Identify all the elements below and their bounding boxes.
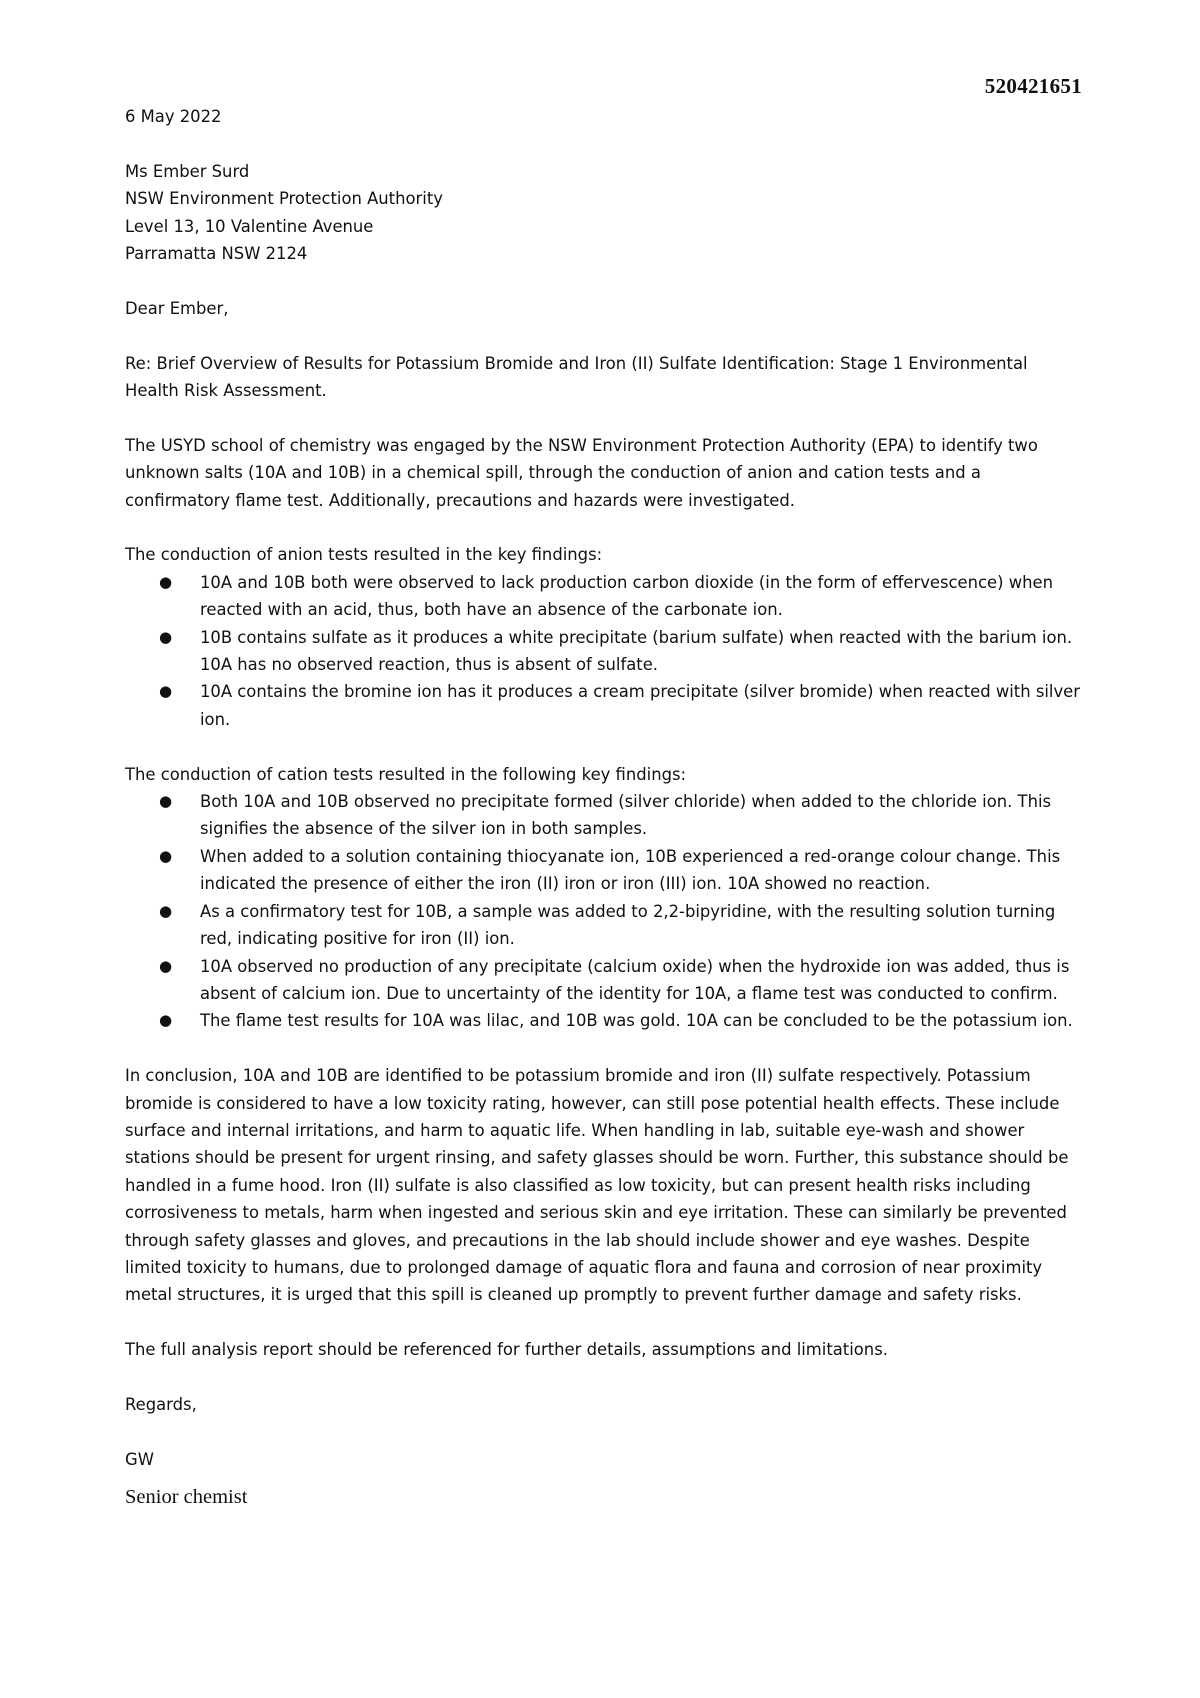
list-item xyxy=(125,898,1080,953)
bullet-icon: ● xyxy=(159,901,173,920)
list-item-text: 10B contains sulfate as it produces a white precipitate (barium sulfate) when reacted with the barium ion. 10A has no observed reaction, thus is absent of sulfate. xyxy=(200,627,1073,675)
anion-findings-list xyxy=(125,569,1080,733)
signature-title: Senior chemist xyxy=(125,1486,248,1509)
subject-line: Re: Brief Overview of Results for Potassium Bromide and Iron (II) Sulfate Identification: Stage 1 Environmental Health Risk Assessment. xyxy=(125,353,1028,401)
list-item xyxy=(125,953,1080,1008)
letter-date: 6 May 2022 xyxy=(125,107,222,126)
reference-note: The full analysis report should be referenced for further details, assumptions and limitations. xyxy=(125,1340,888,1360)
closing: Regards, xyxy=(125,1394,197,1414)
conclusion-paragraph: In conclusion, 10A and 10B are identified to be potassium bromide and iron (II) sulfate respectively. Potassium bromide is considered to have a low toxicity rating, however, can still pose potential health effects. These include surface and internal irritations, and harm to aquatic life. When handling in lab, suitable eye-wash and shower stations should be present for urgent rinsing, and safety glasses should be worn. Further, this substance should be handled in a fume hood. Iron (II) sulfate is also classified as low toxicity, but can present health risks including corrosiveness to metals, harm when ingested and serious skin and eye irritation. These can similarly be prevented through safety glasses and gloves, and precautions in the lab should include shower and eye washes. Despite limited toxicity to humans, due to prolonged damage of aquatic flora and fauna and corrosion of near proximity metal structures, it is urged that this spill is cleaned up promptly to prevent further damage and safety risks. xyxy=(125,1066,1069,1305)
cation-lead: The conduction of cation tests resulted in the following key findings: xyxy=(125,764,687,784)
letter-body xyxy=(125,103,1080,1539)
anion-lead: The conduction of anion tests resulted in the key findings: xyxy=(125,545,603,565)
list-item-text: When added to a solution containing thiocyanate ion, 10B experienced a red-orange colour change. This indicated the presence of either the iron (II) iron or iron (III) ion. 10A showed no reaction. xyxy=(200,846,1061,894)
signature-initials: GW xyxy=(125,1449,154,1469)
bullet-icon: ● xyxy=(159,956,173,975)
bullet-icon: ● xyxy=(159,627,173,646)
list-item xyxy=(125,788,1080,843)
bullet-icon: ● xyxy=(159,1011,173,1030)
recipient-city: Parramatta NSW 2124 xyxy=(125,244,308,264)
list-item-text: 10A contains the bromine ion has it produces a cream precipitate (silver bromide) when reacted with silver ion. xyxy=(200,682,1080,729)
intro-paragraph: The USYD school of chemistry was engaged by the NSW Environment Protection Authority (EPA) to identify two unknown salts (10A and 10B) in a chemical spill, through the conduction of anion and cation tests and a confirmatory flame test. Additionally, precautions and hazards were investigated. xyxy=(125,435,1038,510)
list-item-text: The flame test results for 10A was lilac, and 10B was gold. 10A can be concluded to be the potassium ion. xyxy=(200,1011,1073,1031)
recipient-address xyxy=(125,158,1080,268)
recipient-organisation: NSW Environment Protection Authority xyxy=(125,189,443,209)
list-item-text: As a confirmatory test for 10B, a sample was added to 2,2-bipyridine, with the resulting solution turning red, indicating positive for iron (II) ion. xyxy=(200,901,1056,949)
salutation: Dear Ember, xyxy=(125,298,229,318)
list-item-text: 10A observed no production of any precipitate (calcium oxide) when the hydroxide ion was added, thus is absent of calcium ion. Due to uncertainty of the identity for 10A, a flame test was conducted to confirm. xyxy=(200,956,1070,1003)
bullet-icon: ● xyxy=(159,846,173,865)
bullet-icon: ● xyxy=(159,682,173,701)
list-item-text: 10A and 10B both were observed to lack production carbon dioxide (in the form of effervescence) when reacted with an acid, thus, both have an absence of the carbonate ion. xyxy=(200,572,1053,620)
bullet-icon: ● xyxy=(159,572,173,591)
list-item xyxy=(125,678,1080,733)
list-item xyxy=(125,843,1080,898)
bullet-icon: ● xyxy=(159,792,173,811)
recipient-name: Ms Ember Surd xyxy=(125,161,250,181)
recipient-street: Level 13, 10 Valentine Avenue xyxy=(125,216,374,236)
student-id: 520421651 xyxy=(984,74,1082,98)
list-item xyxy=(125,569,1080,624)
list-item-text: Both 10A and 10B observed no precipitate formed (silver chloride) when added to the chloride ion. This signifies the absence of the silver ion in both samples. xyxy=(200,792,1052,839)
list-item xyxy=(125,1007,1080,1034)
cation-findings-list xyxy=(125,788,1080,1035)
list-item xyxy=(125,624,1080,679)
